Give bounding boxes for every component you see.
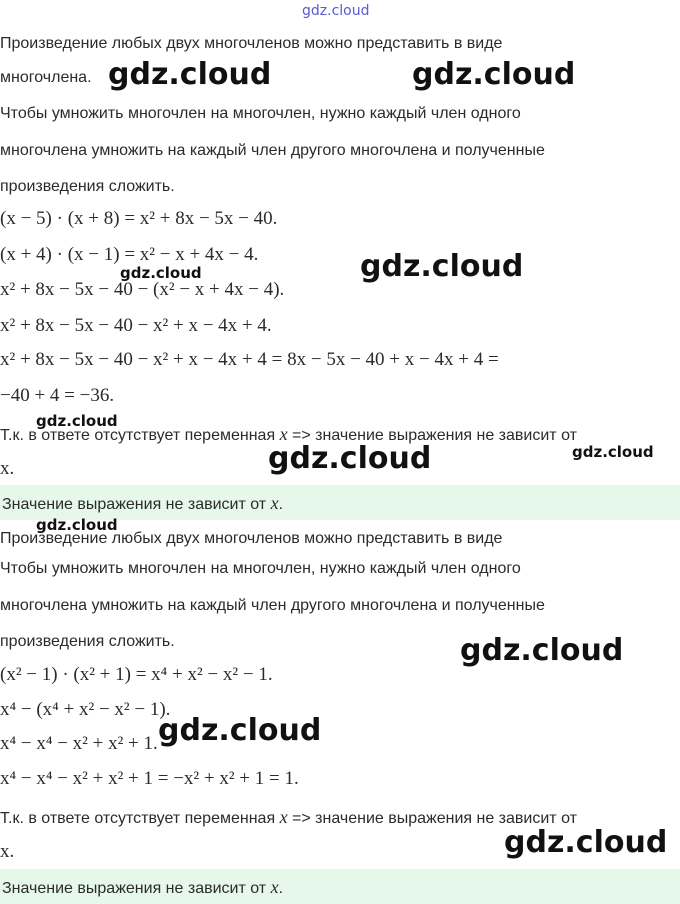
- math-expression: (x² − 1) · (x² + 1) = x⁴ + x² − x² − 1.: [0, 664, 273, 685]
- variable-x: x: [279, 807, 288, 827]
- math-expression: x⁴ − x⁴ − x² + x² + 1.: [0, 733, 158, 754]
- rule-text-line: произведения сложить.: [0, 633, 175, 650]
- math-expression: (x − 5) · (x + 8) = x² + 8x − 5x − 40.: [0, 208, 278, 229]
- watermark: gdz.cloud: [36, 412, 118, 430]
- intro-text-line: Произведение любых двух многочленов можно представить в виде: [0, 530, 503, 547]
- math-expression: x² + 8x − 5x − 40 − x² + x − 4x + 4 = 8x − 5x − 40 + x − 4x + 4 =: [0, 349, 499, 370]
- watermark: gdz.cloud: [460, 633, 624, 668]
- conclusion-suffix: => значение выражения не зависит от: [292, 427, 577, 444]
- conclusion-prefix: Т.к. в ответе отсутствует переменная: [0, 427, 276, 444]
- math-expression: x⁴ − x⁴ − x² + x² + 1 = −x² + x² + 1 = 1.: [0, 768, 299, 789]
- math-expression: x² + 8x − 5x − 40 − (x² − x + 4x − 4).: [0, 279, 285, 300]
- watermark: gdz.cloud: [302, 3, 370, 19]
- answer-text: [2, 492, 283, 516]
- variable-x: x: [279, 424, 288, 444]
- math-expression: (x + 4) · (x − 1) = x² − x + 4x − 4.: [0, 244, 259, 265]
- answer-dot: .: [278, 880, 284, 897]
- answer-prefix: Значение выражения не зависит от: [2, 880, 267, 897]
- conclusion-end: x.: [0, 841, 15, 862]
- variable-x: x: [270, 493, 279, 513]
- watermark: gdz.cloud: [572, 443, 654, 461]
- watermark: gdz.cloud: [158, 713, 322, 748]
- intro-text-line: многочлена.: [0, 69, 92, 86]
- answer-box: [0, 869, 680, 904]
- answer-text: [2, 876, 283, 900]
- watermark: gdz.cloud: [36, 516, 118, 534]
- watermark: gdz.cloud: [108, 57, 272, 92]
- conclusion-end: x.: [0, 458, 15, 479]
- answer-prefix: Значение выражения не зависит от: [2, 496, 267, 513]
- intro-text-line: Произведение любых двух многочленов можно представить в виде: [0, 35, 503, 52]
- answer-dot: .: [278, 496, 284, 513]
- watermark: gdz.cloud: [120, 264, 202, 282]
- conclusion-prefix: Т.к. в ответе отсутствует переменная: [0, 810, 276, 827]
- conclusion-text: [0, 806, 577, 830]
- answer-box: [0, 485, 680, 520]
- watermark: gdz.cloud: [268, 441, 432, 476]
- math-expression: −40 + 4 = −36.: [0, 385, 115, 406]
- math-expression: x⁴ − (x⁴ + x² − x² − 1).: [0, 699, 171, 720]
- variable-x: x: [270, 877, 279, 897]
- rule-text-line: Чтобы умножить многочлен на многочлен, нужно каждый член одного: [0, 105, 521, 122]
- watermark: gdz.cloud: [360, 249, 524, 284]
- rule-text-line: Чтобы умножить многочлен на многочлен, нужно каждый член одного: [0, 560, 521, 577]
- conclusion-suffix: => значение выражения не зависит от: [292, 810, 577, 827]
- rule-text-line: многочлена умножить на каждый член другого многочлена и полученные: [0, 597, 545, 614]
- rule-text-line: многочлена умножить на каждый член другого многочлена и полученные: [0, 142, 545, 159]
- math-expression: x² + 8x − 5x − 40 − x² + x − 4x + 4.: [0, 315, 272, 336]
- watermark: gdz.cloud: [504, 825, 668, 860]
- watermark: gdz.cloud: [412, 57, 576, 92]
- rule-text-line: произведения сложить.: [0, 178, 175, 195]
